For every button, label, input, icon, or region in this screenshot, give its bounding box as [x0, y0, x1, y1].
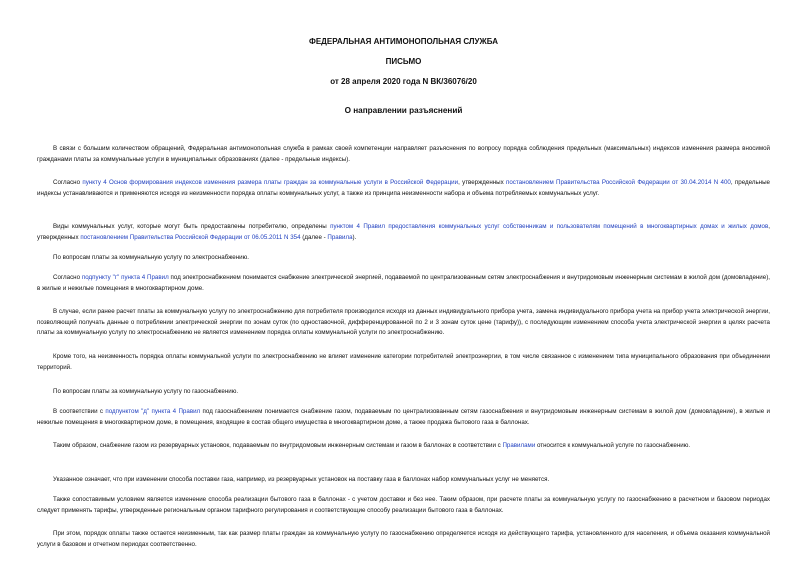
- paragraph-10: Таким образом, снабжение газом из резервуарных установок, подаваемым по внутридомовым инженерным системам и газом в баллонах в соответствии с Правилами относится к коммунальной услуге по газоснабжению.: [53, 442, 691, 449]
- link-pravila-p4[interactable]: пунктом 4 Правил предоставления коммунальных услуг собственникам и пользователям помещений в многоквартирных домах и жилых домов: [330, 223, 769, 230]
- agency-title: ФЕДЕРАЛЬНАЯ АНТИМОНОПОЛЬНАЯ СЛУЖБА: [309, 37, 498, 46]
- paragraph-1: В связи с большим количеством обращений, Федеральная антимонопольная служба в рамках своей компетенции направляет разъяснения по вопросу порядка соблюдения предельных (максимальных) индексов изменения размера вносимой гражданами платы за коммунальные услуги в муниципальных образованиях (далее - предельные индексы).: [37, 145, 770, 163]
- document-subject: О направлении разъяснений: [344, 106, 463, 115]
- paragraph-8: По вопросам платы за коммунальную услугу по газоснабжению.: [53, 388, 239, 395]
- paragraph-7: Кроме того, на неизменность порядка оплаты коммунальной услуги по электроснабжению не влияет изменение категории потребителей электроэнергии, в том числе связанное с изменением типа муниципального образования при объединении территорий.: [37, 353, 770, 371]
- paragraph-12: Также сопоставимым условием является изменение способа реализации бытового газа в баллонах - с учетом доставки и без нее. Таким образом, при расчете платы за коммунальную услугу по газоснабжению в расчетном и базовом периодах следует применять тарифы, утвержденные региональным органом тарифного регулирования и соответствующие способу реализации бытового газа в баллонах.: [37, 496, 770, 514]
- paragraph-5: Согласно подпункту "г" пункта 4 Правил под электроснабжением понимается снабжение электрической энергией, подаваемой по централизованным сетям электроснабжения и внутридомовым инженерным системам в жилой дом (домовладение), в жилые и нежилые помещения в многоквартирном доме.: [37, 274, 770, 292]
- paragraph-2: Согласно пункту 4 Основ формирования индексов изменения размера платы граждан за коммунальные услуги в Российской Федерации, утвержденных постановлением Правительства Российской Федерации от 30.04.2014 N 400, предельные индексы устанавливаются и применяются исходя из неизменности порядка оплаты коммунальных услуг, а также из принципа неизменности набора и объема потребляемых коммунальных услуг.: [37, 179, 770, 197]
- link-osnov-p4[interactable]: пункту 4 Основ формирования индексов изменения размера платы граждан за коммунальные услуги в Российской Федерации: [82, 179, 459, 186]
- document-type: ПИСЬМО: [385, 57, 422, 66]
- paragraph-3: Виды коммунальных услуг, которые могут быть предоставлены потребителю, определены пунктом 4 Правил предоставления коммунальных услуг собственникам и пользователям помещений в многоквартирных домах и жилых домов, утвержденных постановлением Правительства Российской Федерации от 06.05.2011 N 354 (далее - Правила).: [37, 223, 770, 241]
- paragraph-13: При этом, порядок оплаты также остается неизменным, так как размер платы граждан за коммунальную услугу по газоснабжению определяется исходя из действующего тарифа, установленного для населения, и объема оказания коммунальной услуги в базовом и отчетном периодах соответственно.: [37, 530, 770, 548]
- paragraph-6: В случае, если ранее расчет платы за коммунальную услугу по электроснабжению для потребителя производился исходя из данных индивидуального прибора учета, замена индивидуального прибора учета на прибор учета электрической энергии, позволяющий получать данные о потреблении электрической энергии по зонам суток (по одноставочной, дифференцированной по 2 и 3 зонам суток цене (тарифу)), с последующим изменением способа учета электрической энергии в целях расчета платы за коммунальную услугу по электроснабжению не является изменением порядка оплаты коммунальной услуги по электроснабжению.: [37, 308, 771, 337]
- link-postanovlenie-354[interactable]: постановлением Правительства Российской Федерации от 06.05.2011 N 354: [80, 233, 301, 241]
- link-postanovlenie-400[interactable]: постановлением Правительства Российской Федерации от 30.04.2014 N 400: [506, 179, 731, 186]
- link-subpunkt-g[interactable]: подпункту "г" пункта 4 Правил: [81, 274, 169, 281]
- link-subpunkt-d[interactable]: подпунктом "д" пункта 4 Правил: [105, 408, 201, 415]
- paragraph-11: Указанное означает, что при изменении способа поставки газа, например, из резервуарных установок на поставку газа в баллонах набор коммунальных услуг не меняется.: [53, 476, 550, 483]
- link-pravila[interactable]: Правила: [327, 233, 353, 241]
- paragraph-4: По вопросам платы за коммунальную услугу по электроснабжению.: [53, 254, 249, 261]
- link-pravilami[interactable]: Правилами: [502, 442, 536, 449]
- document-date-number: от 28 апреля 2020 года N ВК/36076/20: [330, 77, 477, 86]
- paragraph-9: В соответствии с подпунктом "д" пункта 4 Правил под газоснабжением понимается снабжение газом, подаваемым по централизованным сетям газоснабжения и внутридомовым инженерным системам в жилой дом (домовладение), в жилые и нежилые помещения в многоквартирном доме, в помещения, входящие в состав общего имущества в многоквартирном доме, а также продажа бытового газа в баллонах.: [37, 408, 770, 426]
